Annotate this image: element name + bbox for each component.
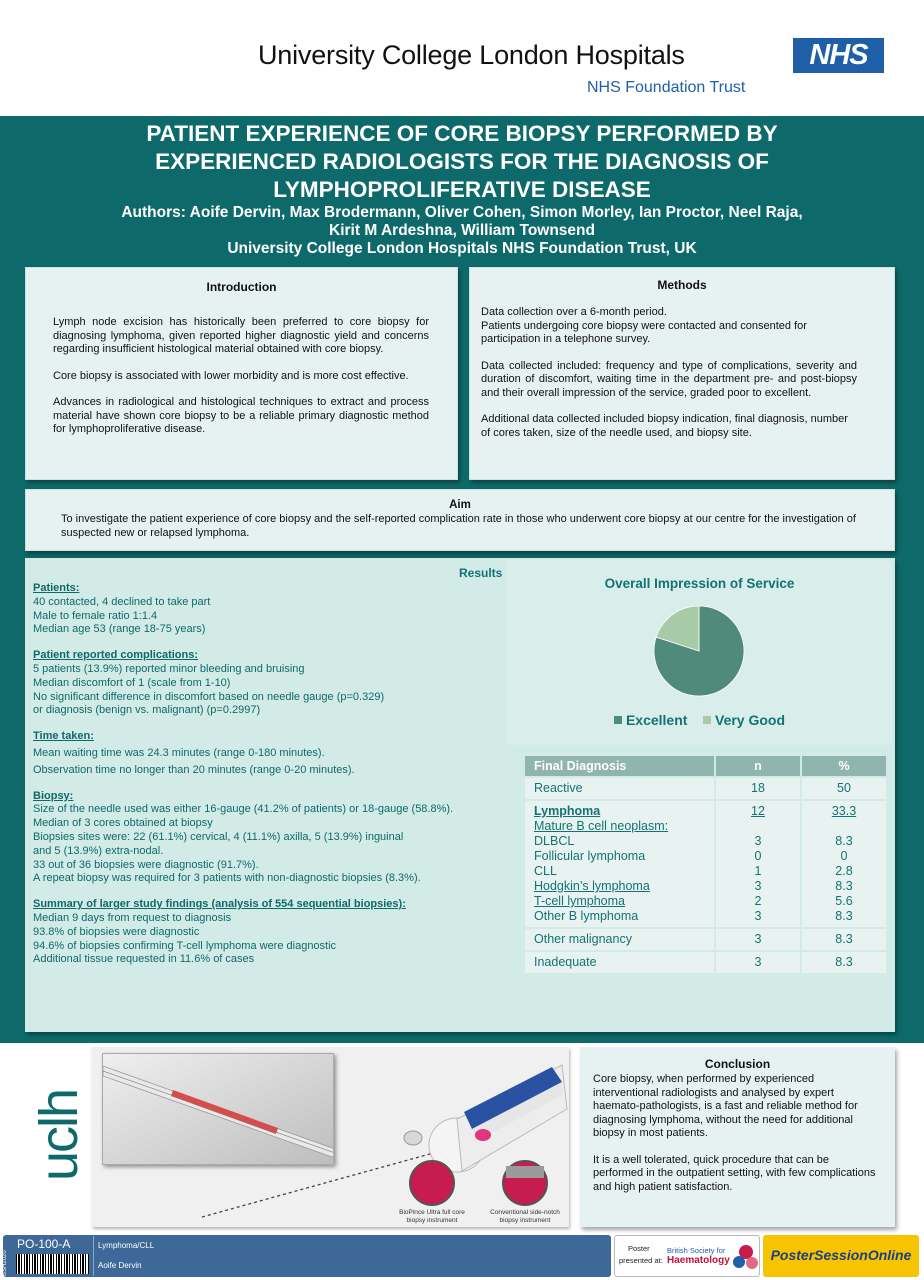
bsh-cells-icon xyxy=(731,1242,761,1272)
methods-p4: Additional data collected included biopsy indication, final diagnosis, number of cores taken, size of the needle used, and biopsy site. xyxy=(481,413,848,439)
cell-lymphoma-n xyxy=(715,800,801,928)
biopsy-line: Biopsies sites were: 22 (61.1%) cervical, 4 (11.1%) axilla, 5 (13.9%) inguinal xyxy=(33,830,404,843)
footer-id: BSH2020 xyxy=(2,1250,8,1276)
methods-panel xyxy=(469,267,895,480)
table-header-row xyxy=(525,756,887,777)
aim-panel xyxy=(25,489,895,551)
biopsy-line: A repeat biopsy was required for 3 patients with non-diagnostic biopsies (8.3%). xyxy=(33,872,421,885)
cll-label: CLL xyxy=(534,864,557,878)
affiliation: University College London Hospitals NHS Foundation Trust, UK xyxy=(227,240,697,257)
mature-b-pct xyxy=(811,819,877,834)
complications-line: 5 patients (13.9%) reported minor bleeding and bruising xyxy=(33,662,305,675)
caption-full-core: BioPince Ultra full core biopsy instrument xyxy=(399,1209,465,1224)
methods-title: Methods xyxy=(657,278,707,292)
cll-n: 1 xyxy=(754,864,762,878)
time-heading: Time taken: xyxy=(33,730,94,743)
other-b-n: 3 xyxy=(754,909,762,923)
chart-title: Overall Impression of Service xyxy=(604,576,795,591)
legend-swatch-very-good xyxy=(703,716,711,724)
authors-line-2: Kirit M Ardeshna, William Townsend xyxy=(329,222,595,239)
cell-reactive-n: 18 xyxy=(715,777,801,800)
hodgkin-label: Hodgkin’s lymphoma xyxy=(534,879,650,893)
dlbcl-pct: 8.3 xyxy=(835,834,853,848)
org-subtitle: NHS Foundation Trust xyxy=(587,79,746,96)
biopsy-device-icon xyxy=(92,1047,569,1227)
introduction-p1: Lymph node excision has historically been preferred to core biopsy for diagnosing lymphoma, given reported higher diagnostic yield and concerns regarding insufficient histological material obtained with core biopsy. xyxy=(53,316,429,355)
complications-line: No significant difference in discomfort based on needle gauge (p=0.329) xyxy=(33,690,385,703)
poster-author: Aoife Dervin xyxy=(98,1261,142,1270)
aim-text: To investigate the patient experience of core biopsy and the self-reported complication rate in those who underwent core biopsy at our centre for the investigation of suspected new or relapsed lymphoma. xyxy=(61,513,856,539)
lymphoma-label: Lymphoma xyxy=(534,804,601,818)
conclusion-p1: Core biopsy, when performed by experienced interventional radiologists and analysed by expert haemato-pathologists, is a fast and reliable method for diagnosing lymphoma, without the need for additional biopsy in most patients. xyxy=(593,1073,858,1139)
cell-inadequate-label: Inadequate xyxy=(525,951,715,973)
col-header-diagnosis: Final Diagnosis xyxy=(525,756,715,777)
follicular-label: Follicular lymphoma xyxy=(534,849,646,863)
lymphoma-n: 12 xyxy=(751,804,765,818)
table-row xyxy=(525,777,887,800)
footer-bar xyxy=(3,1235,611,1277)
cell-inadequate-n: 3 xyxy=(715,951,801,973)
complications-heading: Patient reported complications: xyxy=(33,649,199,662)
lymphoma-pct: 33.3 xyxy=(831,804,857,818)
introduction-p2: Core biopsy is associated with lower morbidity and is more cost effective. xyxy=(53,369,409,382)
poster-code: PO-100-A xyxy=(17,1237,71,1251)
legend-item-excellent xyxy=(614,712,687,728)
uclh-logo: uclh xyxy=(29,1089,89,1182)
pso-logo-text: PosterSessionOnline xyxy=(770,1247,912,1263)
presented-at-line-2: presented at: xyxy=(619,1256,663,1265)
conclusion-panel xyxy=(580,1047,895,1227)
cell-lymphoma-labels xyxy=(525,800,715,928)
presented-at-line-1: Poster xyxy=(628,1244,650,1253)
introduction-p3: Advances in radiological and histological techniques to extract and process material have shown core biopsy to be a reliable primary diagnostic method for lymphoproliferative disease. xyxy=(53,396,429,435)
barcode-icon xyxy=(16,1254,89,1274)
dlbcl-label: DLBCL xyxy=(534,834,575,848)
poster-session-online-logo xyxy=(763,1235,919,1277)
patients-line: Male to female ratio 1:1.4 xyxy=(33,609,158,622)
cell-other-pct: 8.3 xyxy=(801,928,887,951)
org-name: University College London Hospitals xyxy=(258,40,685,70)
bsh-name-line-1: British Society for xyxy=(667,1246,726,1255)
biopsy-line: Size of the needle used was either 16-gauge (41.2% of patients) or 18-gauge (58.8%). xyxy=(33,803,454,816)
aim-title: Aim xyxy=(449,499,471,511)
summary-line: Median 9 days from request to diagnosis xyxy=(33,911,232,924)
cell-reactive-label: Reactive xyxy=(525,777,715,800)
methods-p2: Patients undergoing core biopsy were contacted and consented for participation in a telephone survey. xyxy=(481,319,807,345)
legend-label-very-good: Very Good xyxy=(715,712,786,728)
summary-heading: Summary of larger study findings (analysis of 554 sequential biopsies): xyxy=(33,898,406,911)
t-cell-label: T-cell lymphoma xyxy=(534,894,625,908)
poster-title-line-3: LYMPHOPROLIFERATIVE DISEASE xyxy=(273,177,651,202)
results-panel xyxy=(25,558,895,1032)
methods-p1: Data collection over a 6-month period. xyxy=(481,306,667,318)
summary-line: Additional tissue requested in 11.6% of cases xyxy=(33,953,255,966)
hodgkin-pct: 8.3 xyxy=(835,879,853,893)
introduction-body xyxy=(53,316,429,437)
cell-other-n: 3 xyxy=(715,928,801,951)
complications-line: Median discomfort of 1 (scale from 1-10) xyxy=(33,676,231,689)
patients-line: 40 contacted, 4 declined to take part xyxy=(33,595,211,608)
caption-side-notch: Conventional side-notch biopsy instrument xyxy=(490,1209,560,1224)
header xyxy=(0,0,924,116)
patients-line: Median age 53 (range 18-75 years) xyxy=(33,623,206,636)
conclusion-p2: It is a well tolerated, quick procedure that can be performed in the outpatient setting, with few complications and high patient satisfaction. xyxy=(593,1153,876,1193)
poster-title-block xyxy=(0,120,924,258)
legend-swatch-excellent xyxy=(614,716,622,724)
cll-pct: 2.8 xyxy=(835,864,853,878)
col-header-n: n xyxy=(715,756,801,777)
diagnosis-table xyxy=(525,756,888,973)
poster-category: Lymphoma/CLL xyxy=(98,1241,155,1250)
methods-body xyxy=(481,306,857,440)
table-row xyxy=(525,800,887,928)
other-b-pct: 8.3 xyxy=(835,909,853,923)
methods-p3: Data collected included: frequency and type of complications, severity and duration of discomfort, waiting time in the department pre- and post-biopsy and their overall impression of the service, graded poor to excellent. xyxy=(481,359,857,399)
table-row xyxy=(525,928,887,951)
complications-line: or diagnosis (benign vs. malignant) (p=0.2997) xyxy=(33,704,261,717)
bsh-name-line-2: Haematology xyxy=(667,1255,730,1266)
time-line: Observation time no longer than 20 minutes (range 0-20 minutes). xyxy=(33,763,355,776)
time-line: Mean waiting time was 24.3 minutes (range 0-180 minutes). xyxy=(33,746,325,759)
other-b-label: Other B lymphoma xyxy=(534,909,639,923)
cell-other-label: Other malignancy xyxy=(525,928,715,951)
summary-line: 94.6% of biopsies confirming T-cell lymphoma were diagnostic xyxy=(33,939,337,952)
authors-line-1: Authors: Aoife Dervin, Max Brodermann, Oliver Cohen, Simon Morley, Ian Proctor, Neel Raja, xyxy=(121,204,803,221)
cell-reactive-pct: 50 xyxy=(801,777,887,800)
bsh-logo xyxy=(614,1235,760,1277)
legend-label-excellent: Excellent xyxy=(625,712,688,728)
nhs-logo: NHS xyxy=(793,38,884,73)
conclusion-title: Conclusion xyxy=(704,1057,771,1071)
introduction-panel xyxy=(25,267,458,480)
cell-lymphoma-pct xyxy=(801,800,887,928)
t-cell-pct: 5.6 xyxy=(835,894,853,908)
chart-legend xyxy=(507,712,892,728)
biopsy-line: and 5 (13.9%) extra-nodal. xyxy=(33,844,164,857)
col-header-percent: % xyxy=(801,756,887,777)
results-title: Results xyxy=(459,566,503,580)
patients-heading: Patients: xyxy=(33,582,80,594)
mature-b-label: Mature B cell neoplasm: xyxy=(534,819,669,833)
summary-line: 93.8% of biopsies were diagnostic xyxy=(33,925,200,938)
mature-b-n xyxy=(725,819,791,834)
follicular-n: 0 xyxy=(754,849,762,863)
biopsy-line: 33 out of 36 biopsies were diagnostic (91.7%). xyxy=(33,858,259,871)
chart-panel xyxy=(507,560,892,745)
footer-divider xyxy=(93,1236,94,1276)
biopsy-instrument-image xyxy=(92,1047,569,1227)
follicular-pct: 0 xyxy=(840,849,848,863)
biopsy-line: Median of 3 cores obtained at biopsy xyxy=(33,817,213,830)
legend-item-very-good xyxy=(703,712,785,728)
poster-title-line-1: PATIENT EXPERIENCE OF CORE BIOPSY PERFORMED BY xyxy=(146,121,778,146)
dlbcl-n: 3 xyxy=(754,834,762,848)
poster-title-line-2: EXPERIENCED RADIOLOGISTS FOR THE DIAGNOSIS OF xyxy=(155,149,769,174)
table-row xyxy=(525,951,887,973)
t-cell-n: 2 xyxy=(754,894,762,908)
conclusion-body xyxy=(593,1073,879,1194)
introduction-title: Introduction xyxy=(206,280,277,294)
hodgkin-n: 3 xyxy=(754,879,762,893)
cell-inadequate-pct: 8.3 xyxy=(801,951,887,973)
biopsy-heading: Biopsy: xyxy=(33,789,74,802)
results-text xyxy=(33,582,525,967)
